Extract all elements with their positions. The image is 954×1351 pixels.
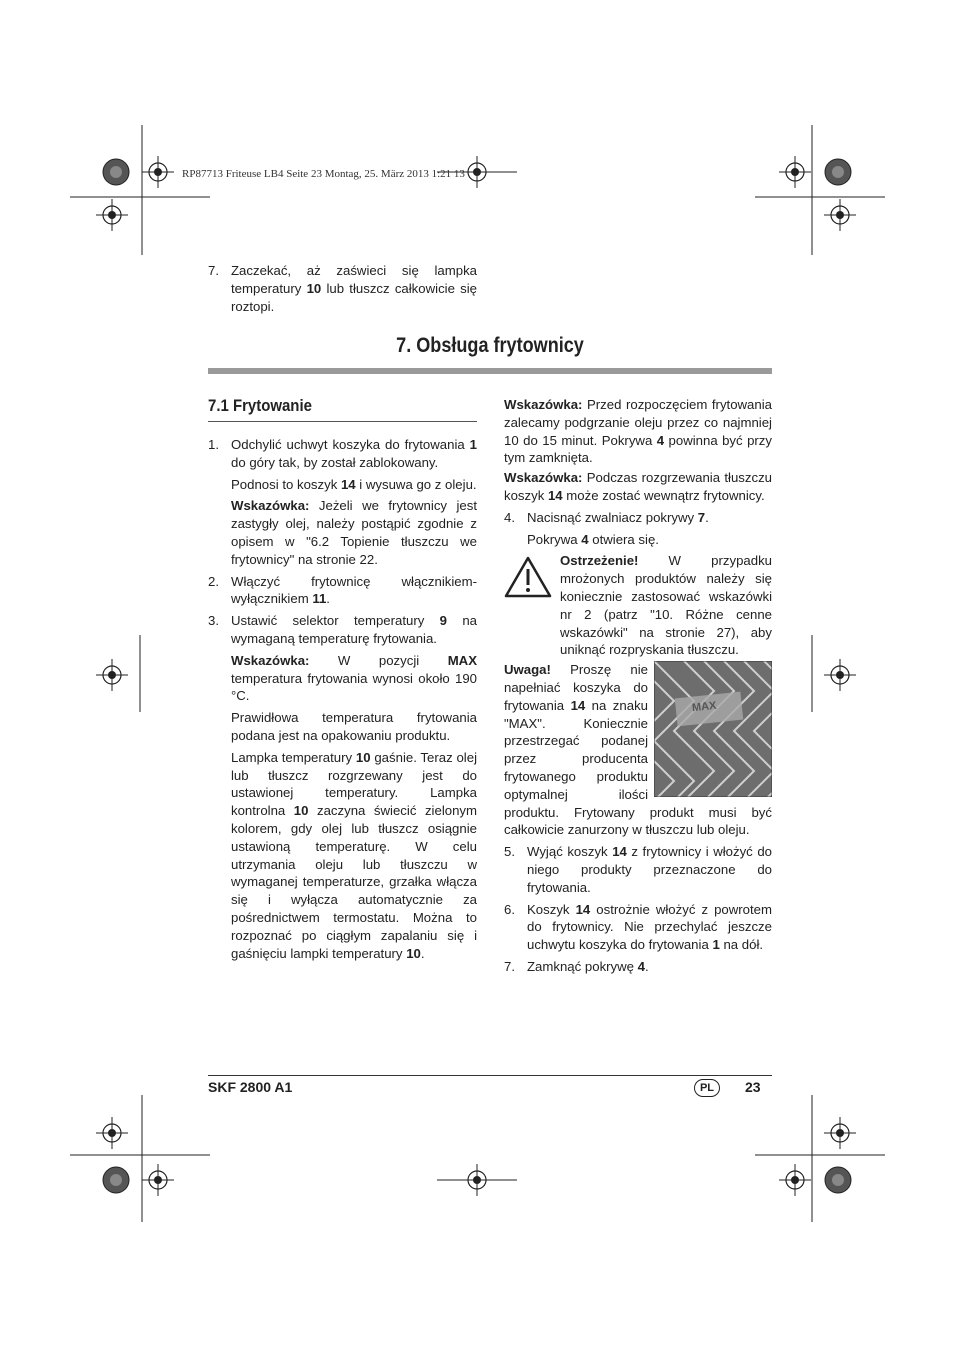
list-item: 6. Koszyk 14 ostrożnie włożyć z powrotem do frytownicy. Nie przechylać jeszcze uchwytu koszyka do frytowania 1 na dół.: [504, 901, 773, 953]
registration-mark-icon: [96, 199, 128, 231]
list-item: 3. Ustawić selektor temperatury 9 na wymaganą temperaturę frytowania.: [208, 613, 477, 646]
attention-block: [504, 661, 772, 839]
warning-triangle-icon: [504, 556, 552, 598]
color-target-icon: [825, 159, 851, 185]
list-item: 1. Odchylić uchwyt koszyka do frytowania 1 do góry tak, by został zablokowany.: [208, 437, 477, 470]
registration-mark-icon: [779, 1164, 811, 1196]
registration-mark-icon: [779, 156, 811, 188]
basket-max-label: MAX: [691, 699, 718, 715]
step-detail: Pokrywa 4 otwiera się.: [527, 531, 659, 547]
warning-text: Ostrzeżenie! W przypadku mrożonych produktów należy się koniecznie zastosować wskazówki nr 2 (patrz "10. Różne cenne wskazówki" na stronie 27), aby uniknąć rozpryskania tłuszczu.: [560, 553, 772, 658]
color-target-icon: [825, 1167, 851, 1193]
note: Wskazówka: Jeżeli we frytownicy jest zastygły olej, należy postąpić zgodnie z opisem w "6.2 Topienie tłuszczu we frytownicy" na stronie 22.: [231, 498, 477, 567]
chapter-title: 7. Obsługa frytownicy: [396, 334, 584, 357]
list-item: 7. Zaczekać, aż zaświeci się lampka temperatury 10 lub tłuszcz całkowicie się roztopi.: [208, 263, 478, 314]
footer-model: SKF 2800 A1: [208, 1079, 293, 1095]
color-target-icon: [103, 159, 129, 185]
step-detail: Podnosi to koszyk 14 i wysuwa go z oleju.: [231, 476, 477, 492]
attention-text: Uwaga! Proszę nie napełniać koszyka do frytowania 14 na znaku "MAX". Koniecznie przestrzegać podanej przez producenta frytowanego produktu optymalnej ilości produktu. Frytowany produkt musi być całkowicie zanurzony w tłuszczu lub oleju.: [504, 662, 772, 838]
note: Wskazówka: Podczas rozgrzewania tłuszczu koszyk 14 może zostać wewnątrz frytownicy.: [504, 470, 772, 503]
language-badge: PL: [694, 1079, 720, 1097]
chapter-rule: [208, 368, 772, 374]
warning-block: [504, 552, 772, 659]
registration-mark-icon: [142, 1164, 174, 1196]
registration-mark-icon: [142, 156, 174, 188]
registration-mark-icon: [824, 659, 856, 691]
registration-mark-icon: [96, 1117, 128, 1149]
registration-mark-icon: [96, 659, 128, 691]
left-column: [208, 436, 477, 966]
registration-mark-icon: [824, 1117, 856, 1149]
note: Wskazówka: Przed rozpoczęciem frytowania zalecamy podgrzanie oleju przez co najmniej 10 do 15 minut. Pokrywa 4 powinna być przy tym zamknięta.: [504, 397, 772, 466]
footer-rule: [208, 1075, 772, 1076]
color-target-icon: [103, 1167, 129, 1193]
section-title: 7.1 Frytowanie: [208, 396, 312, 415]
list-item: 4. Nacisnąć zwalniacz pokrywy 7.: [504, 509, 709, 525]
basket-photo: [654, 661, 772, 797]
registration-mark-icon: [824, 199, 856, 231]
section-rule: [208, 421, 477, 422]
right-column: [504, 396, 772, 980]
page-number: 23: [745, 1079, 761, 1095]
list-item: 7. Zamknąć pokrywę 4.: [504, 958, 649, 974]
print-slug-line: RP87713 Friteuse LB4 Seite 23 Montag, 25. März 2013 1:21 13: [182, 168, 465, 180]
note: Wskazówka: W pozycji MAX temperatura frytowania wynosi około 190 °C.: [231, 652, 477, 704]
step-detail: Lampka temperatury 10 gaśnie. Teraz olej lub tłuszcz rozgrzewany jest do ustawionej temperatury. Lampka kontrolna 10 zaczyna świecić zielonym kolorem, gdy olej lub tłuszcz osiągnie ustawioną temperaturę. W celu utrzymania oleju lub tłuszczu w wymaganej temperaturze, grzałka włącza się i wyłącza automatycznie za pośrednictwem termostatu. Można to rozpoznać po ciągłym zapalaniu się i gaśnięciu lampki temperatury 10.: [231, 749, 477, 961]
list-item: 2. Włączyć frytownicę włącznikiem-wyłącznikiem 11.: [208, 573, 477, 607]
step-detail: Prawidłowa temperatura frytowania podana jest na opakowaniu produktu.: [231, 710, 477, 743]
top-step-block: [208, 262, 477, 319]
list-item: 5. Wyjąć koszyk 14 z frytownicy i włożyć do niego produkty przeznaczone do frytowania.: [504, 844, 772, 895]
